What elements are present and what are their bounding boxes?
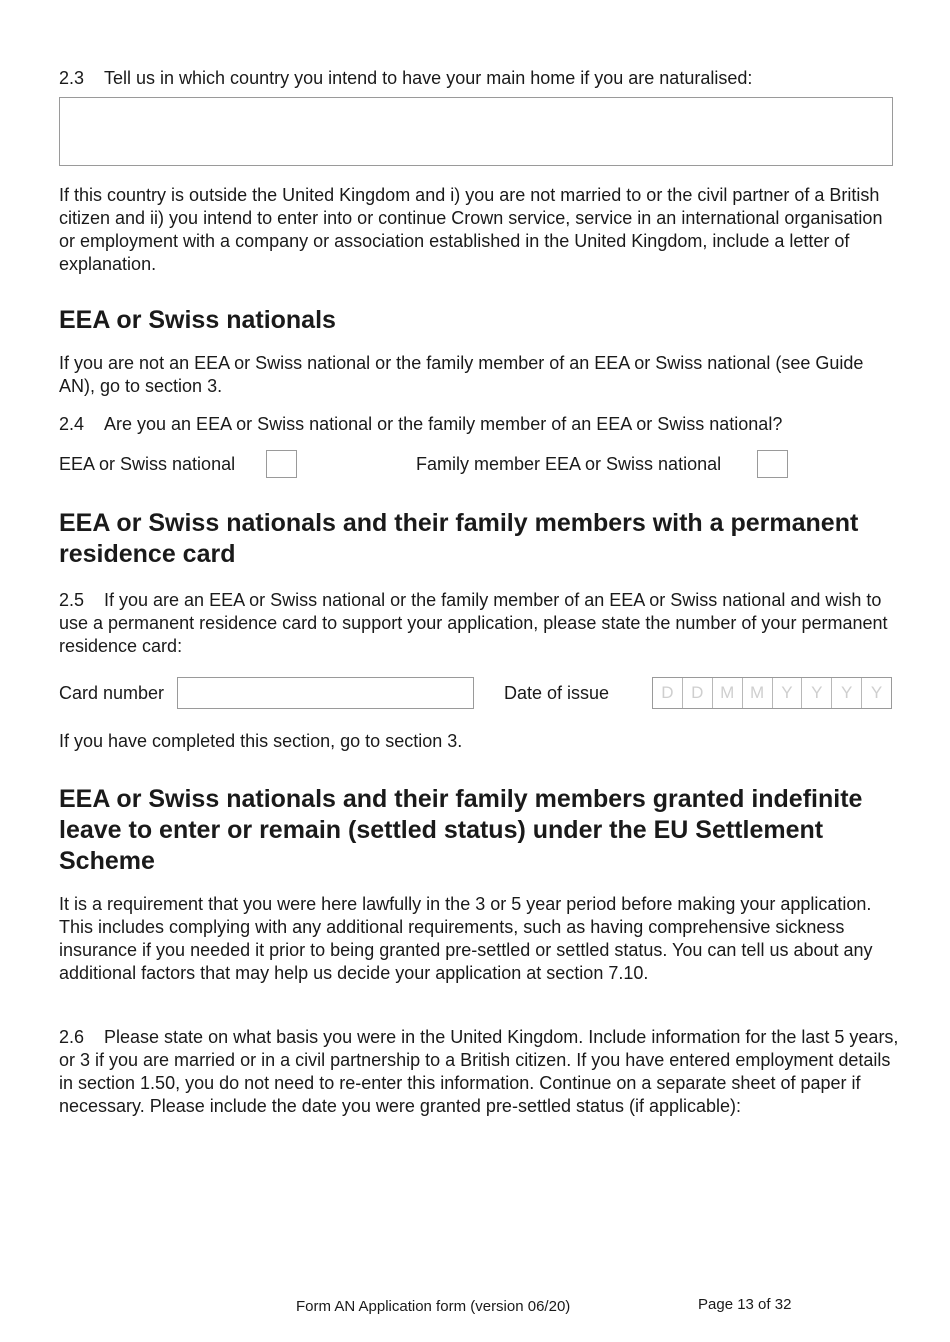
date-cell-year[interactable]: Y (832, 678, 862, 708)
question-2-4 (59, 413, 782, 436)
residence-card-heading: EEA or Swiss nationals and their family members with a permanent residence card (59, 509, 859, 568)
settled-status-heading: EEA or Swiss nationals and their family members granted indefinite leave to enter or remain (settled status) under the EU Settlement Scheme (59, 785, 863, 875)
question-2-6 (59, 1026, 899, 1118)
date-cell-year[interactable]: Y (773, 678, 803, 708)
eea-intro-text: If you are not an EEA or Swiss national or the family member of an EEA or Swiss national (see Guide AN), go to section 3. (59, 353, 864, 396)
date-cell-day[interactable]: D (653, 678, 683, 708)
question-number: 2.5 (59, 590, 85, 610)
main-home-country-input[interactable] (59, 97, 893, 166)
footer-form-name: Form AN Application form (version 06/20) (296, 1298, 571, 1315)
date-of-issue-label: Date of issue (504, 683, 610, 703)
outside-uk-note: If this country is outside the United Kingdom and i) you are not married to or the civil partner of a British citizen and ii) you intend to enter into or continue Crown service, service in an international organisation or employment with a company or association established in the United Kingdom, include a letter of explanation. (59, 185, 883, 274)
footer-page-number: Page 13 of 32 (698, 1296, 792, 1313)
eea-section-heading: EEA or Swiss nationals (59, 306, 336, 334)
family-member-checkbox[interactable] (757, 450, 788, 478)
question-number: 2.3 (59, 68, 85, 88)
question-number: 2.4 (59, 414, 85, 434)
date-cell-year[interactable]: Y (870, 683, 883, 702)
eea-national-checkbox[interactable] (266, 450, 297, 478)
question-text: Tell us in which country you intend to have your main home if you are naturalised: (104, 68, 753, 88)
date-cell-day[interactable]: D (683, 678, 713, 708)
completed-note: If you have completed this section, go to section 3. (59, 731, 463, 751)
question-number: 2.6 (59, 1027, 85, 1047)
family-member-label: Family member EEA or Swiss national (416, 454, 722, 474)
question-text: Are you an EEA or Swiss national or the family member of an EEA or Swiss national? (104, 414, 783, 434)
question-2-5 (59, 589, 899, 658)
card-number-input[interactable] (177, 677, 474, 709)
eea-national-label: EEA or Swiss national (59, 454, 236, 474)
requirement-text: It is a requirement that you were here lawfully in the 3 or 5 year period before making your application. This includes complying with any additional requirements, such as having comprehensive sickness insurance if you needed it prior to being granted pre-settled or settled status. You can tell us about any additional factors that may help us decide your application at section 7.10. (59, 894, 873, 983)
date-cell-year[interactable]: Y (802, 678, 832, 708)
date-cell-month[interactable]: M (743, 678, 773, 708)
question-text: If you are an EEA or Swiss national or the family member of an EEA or Swiss national and wish to use a permanent residence card to support your application, please state the number of your permanent residence card: (59, 590, 888, 656)
card-number-label: Card number (59, 683, 165, 703)
question-2-3 (59, 67, 752, 90)
date-cell-month[interactable]: M (713, 678, 743, 708)
date-of-issue-input[interactable] (652, 677, 892, 709)
question-text: Please state on what basis you were in the United Kingdom. Include information for the last 5 years, or 3 if you are married or in a civil partnership to a British citizen. If you have entered employment details in section 1.50, you do not need to re-enter this information. Continue on a separate sheet of paper if necessary. Please include the date you were granted pre-settled status (if applicable): (59, 1027, 899, 1116)
